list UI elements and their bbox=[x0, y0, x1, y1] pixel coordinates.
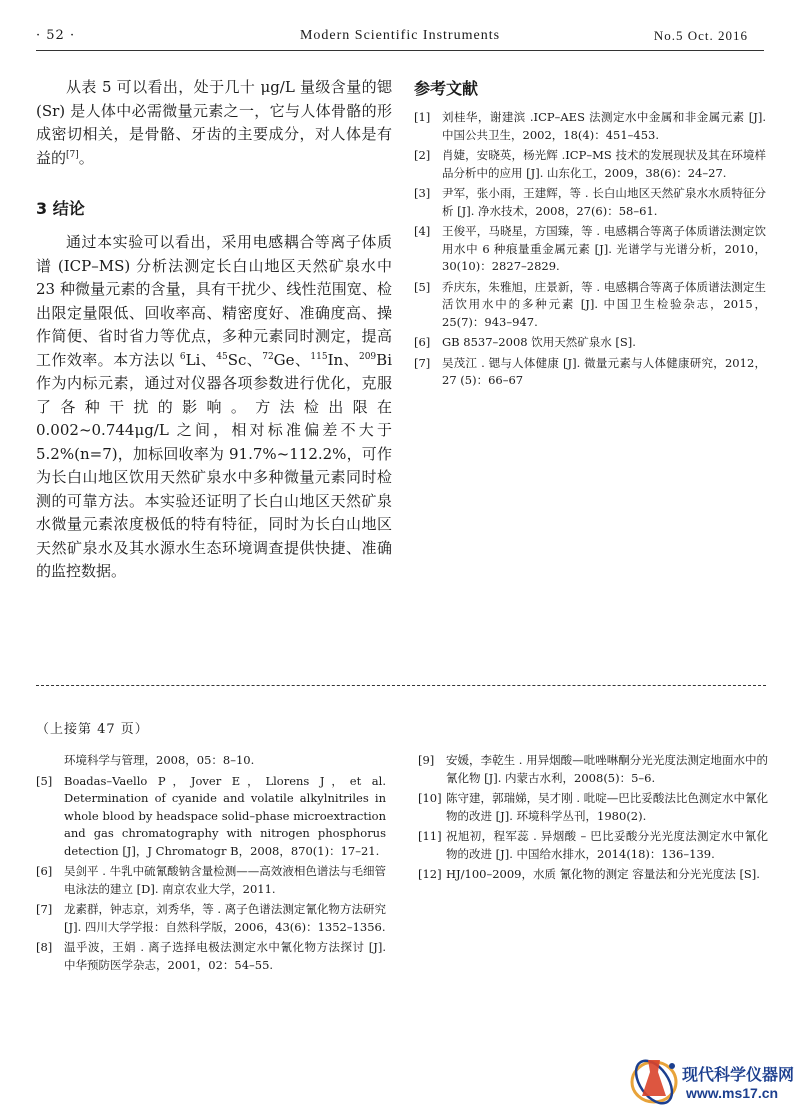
intro-paragraph: 从表 5 可以看出，处于几十 μg/L 量级含量的锶(Sr) 是人体中必需微量元素之一，它与人体骨骼的形成密切相关，是骨骼、牙齿的主要成分，对人体是有益的[7]。 bbox=[36, 78, 392, 167]
watermark-logo bbox=[626, 1052, 798, 1110]
citation: [7] bbox=[66, 149, 79, 160]
reference-item: [9] 安媛，李乾生 . 用异烟酸—吡唑啉酮分光光度法测定地面水中的氰化物 [J]. 内蒙古水利，2008(5)：5–6. bbox=[418, 753, 768, 785]
journal-name: Modern Scientific Instruments bbox=[299, 28, 501, 43]
reference-item: [6] GB 8537–2008 饮用天然矿泉水 [S]. bbox=[414, 335, 636, 349]
reference-item: [11] 祝旭初，程军蕊 . 异烟酸 – 巴比妥酸分光光度法测定水中氰化物的改进 [J]. 中国给水排水，2014(18)：136–139. bbox=[418, 829, 768, 861]
reference-item: [6] 吴剑平 . 牛乳中硫氰酸钠含量检测——高效液相色谱法与毛细管电泳法的建立 [D]. 南京农业大学，2011. bbox=[36, 864, 386, 896]
reference-item: [3] 尹军，张小雨，王建辉，等 . 长白山地区天然矿泉水水质特征分析 [J]. 净水技术，2008，27(6)：58–61. bbox=[414, 186, 766, 218]
reference-item: [7] 龙素群，钟志京，刘秀华，等 . 离子色谱法测定氰化物方法研究 [J]. 四川大学学报：自然科学版，2006，43(6)：1352–1356. bbox=[36, 902, 386, 934]
continued-references-left bbox=[36, 752, 386, 977]
section-title-conclusion: 3 结论 bbox=[36, 199, 85, 218]
header-rule bbox=[36, 50, 764, 51]
reference-item: [12] HJ/100–2009，水质 氰化物的测定 容量法和分光光度法 [S]. bbox=[418, 867, 760, 881]
dashed-divider bbox=[36, 685, 766, 686]
reference-item: [7] 吴茂江 . 锶与人体健康 [J]. 微量元素与人体健康研究，2012，27 (5)：66–67 bbox=[414, 355, 766, 387]
left-column bbox=[36, 76, 392, 584]
reference-item: [10] 陈守建，郭瑞娣，吴才刚 . 吡啶—巴比妥酸法比色测定水中氰化物的改进 [J]. 环境科学丛刊，1980(2). bbox=[418, 791, 768, 823]
issue-info: No.5 Oct. 2016 bbox=[653, 28, 748, 43]
reference-item: [1] 刘桂华，谢建滨 .ICP–AES 法测定水中金属和非金属元素 [J]. 中国公共卫生，2002，18(4)：451–453. bbox=[414, 110, 766, 142]
continued-references-right bbox=[418, 752, 768, 887]
conclusion-paragraph: 通过本实验可以看出，采用电感耦合等离子体质谱 (ICP–MS) 分析法测定长白山地区天然矿泉水中 23 种微量元素的含量，具有干扰少、线性范围宽、检出限定量限低、回收率高、精密度好、准确度高、操作简便、省时省力等优点，多种元素同时测定，提高工作效率。本方法以 $^6$Li、$^{45}$Sc、$^{72}$Ge、$^{115}$In、$^{209}$Bi 作为内标元素，通过对仪器各项参数进行优化，克服了各种干扰的影响。方法检出限在 0.002~0.744μg/L 之间，相对标准偏差不大于 5.2%(n=7)，加标回收率为 91.7%~112.2%，可作为长白山地区饮用天然矿泉水中多种微量元素同时检测的可靠方法。本实验还证明了长白山地区天然矿泉水微量元素浓度极低的特有特征，同时为长白山地区天然矿泉水及其水源水生态环境调查提供快捷、准确的监控数据。 bbox=[36, 233, 392, 580]
reference-item: [4] 王俊平，马晓星，方国臻，等 . 电感耦合等离子体质谱法测定饮用水中 6 种痕量重金属元素 [J]. 光谱学与光谱分析，2010，30(10)：2827–2829. bbox=[414, 224, 766, 273]
reference-list bbox=[414, 109, 766, 390]
watermark-url: www.ms17.cn bbox=[686, 1085, 779, 1101]
watermark-name: 现代科学仪器网 bbox=[682, 1065, 795, 1084]
logo-icon bbox=[626, 1052, 686, 1110]
reference-item: [5] Boadas–Vaello P，Jover E，Llorens J，et al. Determination of cyanide and volatile alkylnitriles in whole blood by headspace solid–phase microextraction and gas chromatography with nitrogen phosphorus detection [J]，J Chromatogr B，2008，870(1)：17–21. bbox=[36, 773, 386, 858]
references-title: 参考文献 bbox=[414, 79, 479, 98]
reference-item: [5] 乔庆东，朱雅旭，庄景新，等 . 电感耦合等离子体质谱法测定生活饮用水中的多种元素 [J]. 中国卫生检验杂志，2015，25(7)：943–947. bbox=[414, 279, 766, 329]
continuation-note: （上接第 47 页） bbox=[36, 722, 149, 737]
reference-item: [8] 温乎波，王娟 . 离子选择电极法测定水中氰化物方法探讨 [J]. 中华预防医学杂志，2001，02：54–55. bbox=[36, 940, 386, 972]
page-number: · 52 · bbox=[36, 28, 76, 43]
reference-continuation-line: 环境科学与管理，2008，05：8–10. bbox=[64, 753, 255, 767]
references-section bbox=[414, 76, 766, 393]
reference-item: [2] 肖婕，安晓英，杨光辉 .ICP–MS 技术的发展现状及其在环境样品分析中的应用 [J]. 山东化工，2009，38(6)：24–27. bbox=[414, 148, 766, 180]
